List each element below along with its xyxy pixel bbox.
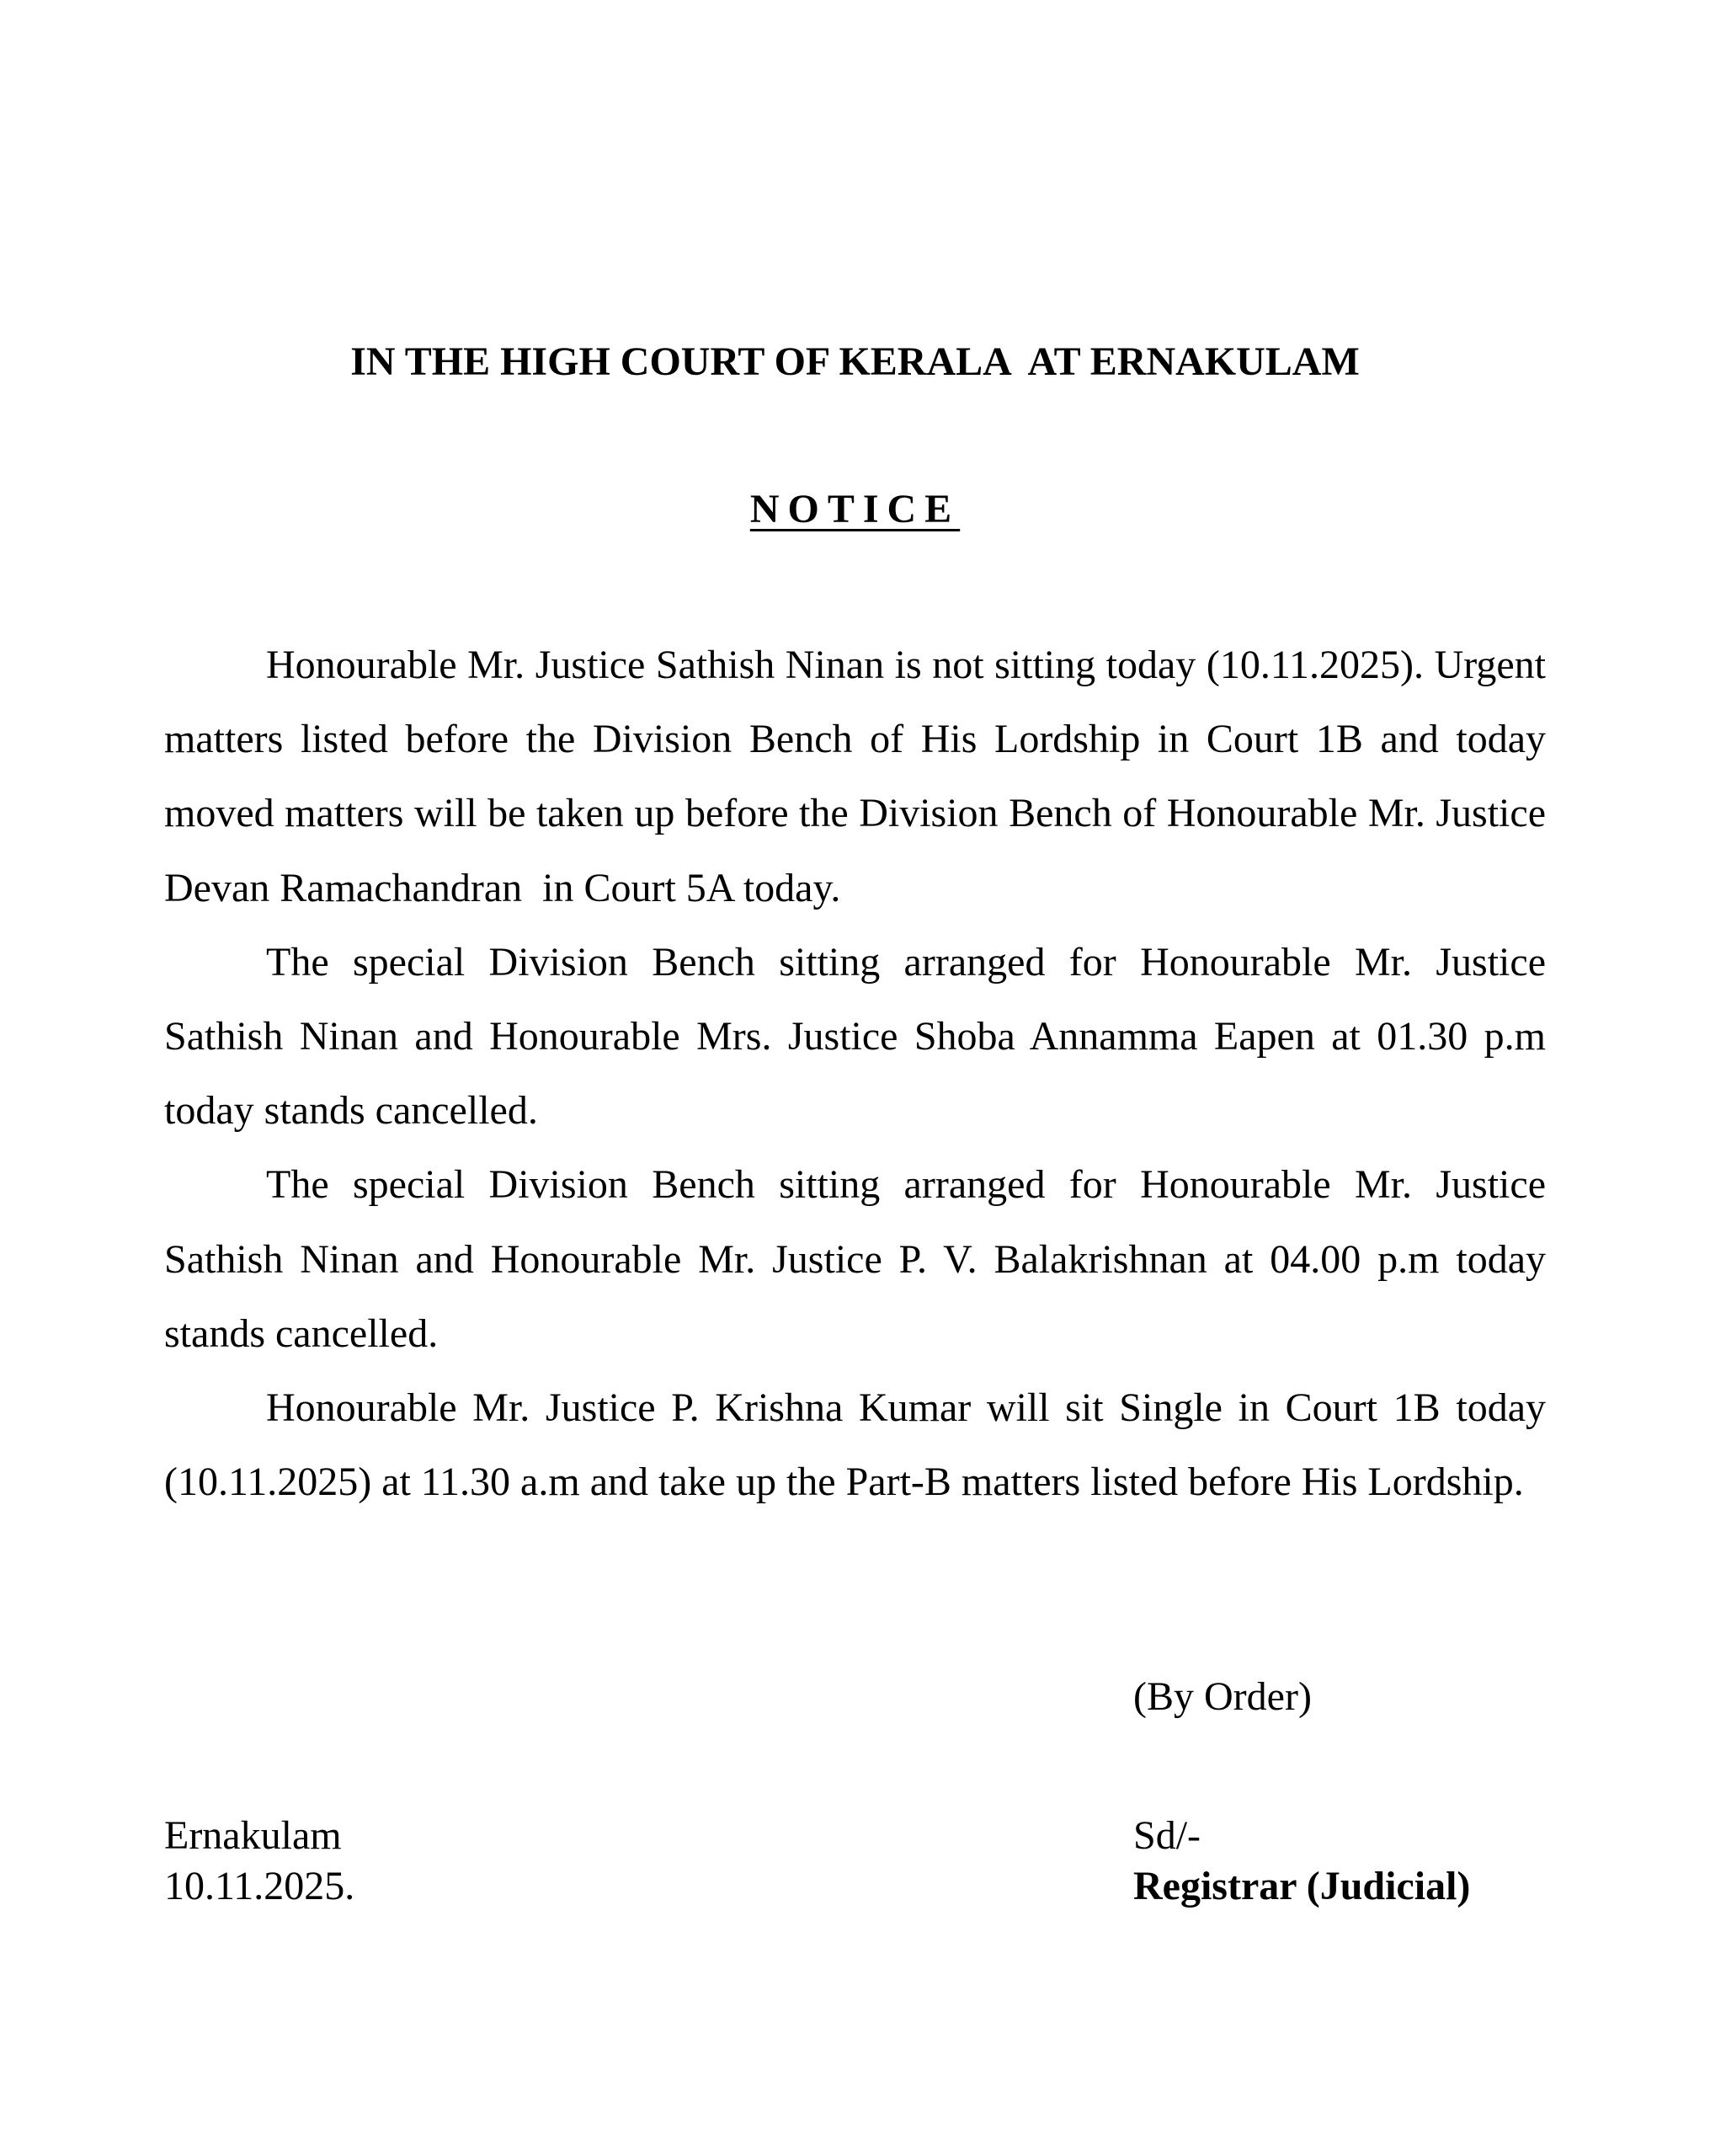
notice-title: NOTICE	[749, 487, 961, 531]
signature-block	[1133, 1811, 1470, 1912]
designation: Registrar (Judicial)	[1133, 1864, 1471, 1908]
signature: Sd/-	[1133, 1813, 1201, 1858]
paragraph-3: The special Division Bench sitting arranged for Honourable Mr. Justice Sathish Ninan and Honourable Mr. Justice P. V. Balakrishnan at 04.00 p.m today stands cancelled.	[164, 1162, 1556, 1356]
by-order: (By Order)	[1133, 1674, 1312, 1719]
notice-body	[164, 628, 1556, 1519]
paragraph-2: The special Division Bench sitting arranged for Honourable Mr. Justice Sathish Ninan and Honourable Mrs. Justice Shoba Annamma Eapen at 01.30 p.m today stands cancelled.	[164, 939, 1556, 1134]
paragraph-4: Honourable Mr. Justice P. Krishna Kumar will sit Single in Court 1B today (10.11.2025) at 11.30 a.m and take up the Part-B matters listed before His Lordship.	[164, 1385, 1556, 1505]
court-title: IN THE HIGH COURT OF KERALA AT ERNAKULAM	[350, 339, 1360, 384]
place-date-block	[164, 1811, 354, 1912]
date: 10.11.2025.	[164, 1864, 355, 1908]
paragraph-1: Honourable Mr. Justice Sathish Ninan is not sitting today (10.11.2025). Urgent matters listed before the Division Bench of His Lordship in Court 1B and today moved matters will be taken up before the Division Bench of Honourable Mr. Justice Devan Ramachandran in Court 5A today.	[164, 643, 1556, 910]
place: Ernakulam	[164, 1813, 342, 1858]
